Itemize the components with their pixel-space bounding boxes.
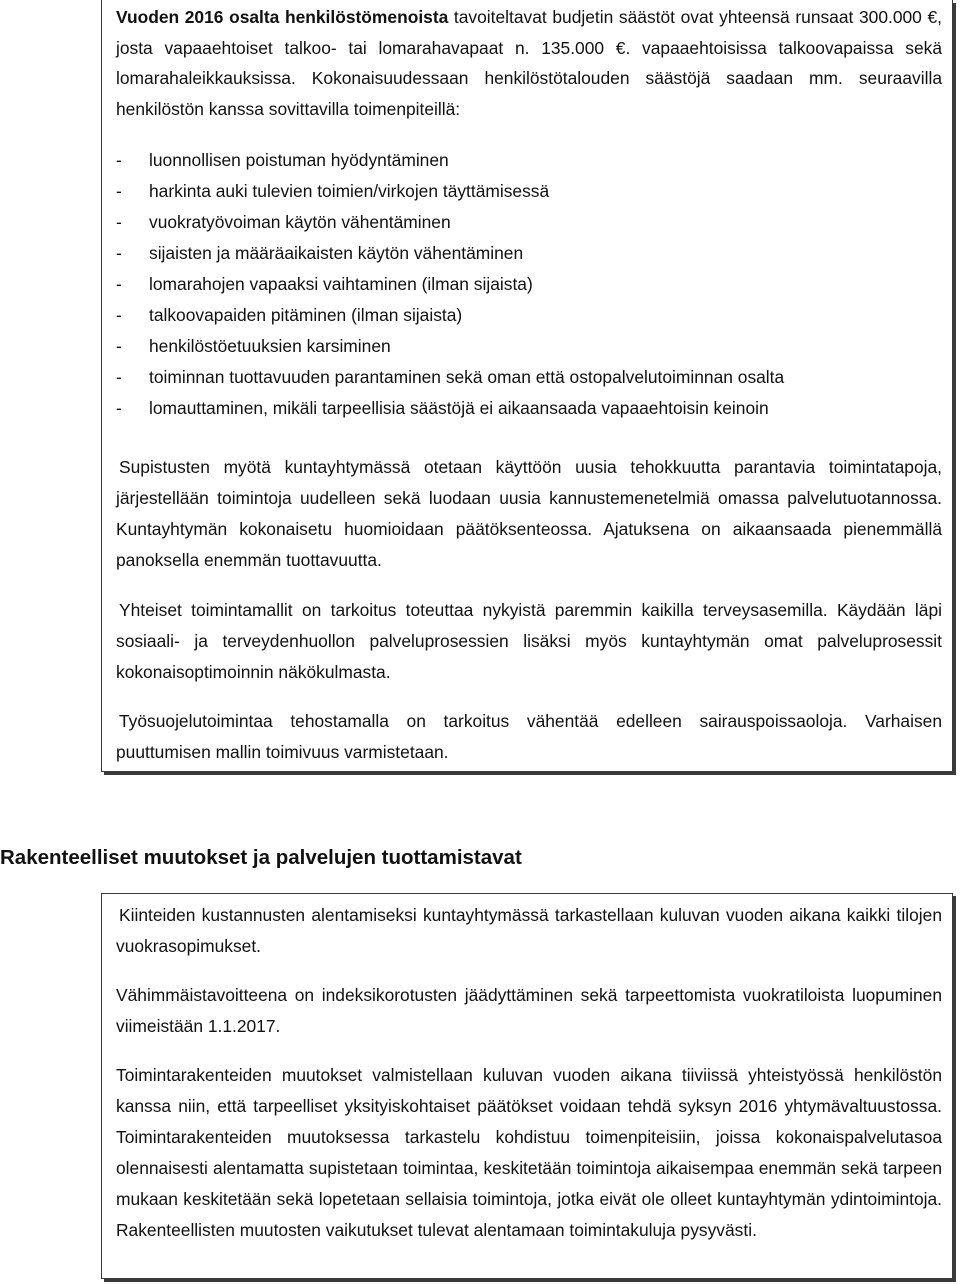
intro-paragraph [116, 2, 942, 124]
list-item: - lomauttaminen, mikäli tarpeellisia säästöjä ei aikaansaada vapaaehtoisin keinoin [116, 393, 942, 424]
minimum-target-paragraph: Vähimmäistavoitteena on indeksikorotusten jäädyttäminen sekä tarpeettomista vuokratiloista luopuminen viimeistään 1.1.2017. [116, 985, 942, 1036]
list-item: - talkoovapaiden pitäminen (ilman sijaista) [116, 300, 942, 331]
intro-bold-text: Vuoden 2016 osalta henkilöstömenoista [116, 7, 449, 27]
list-marker: - [116, 367, 122, 387]
list-item: - harkinta auki tulevien toimien/virkojen täyttämisessä [116, 176, 942, 207]
list-marker: - [116, 305, 122, 325]
list-marker: - [116, 212, 122, 232]
list-item: - toiminnan tuottavuuden parantaminen sekä oman että ostopalvelutoiminnan osalta [116, 362, 942, 393]
fixed-costs-paragraph: Kiinteiden kustannusten alentamiseksi kuntayhtymässä tarkastellaan kuluvan vuoden aikana kaikki tilojen vuokrasopimukset. [116, 905, 942, 956]
intro-text: tavoiteltavat budjetin säästöt ovat yhteensä runsaat 300.000 €, josta vapaaehtoiset talkoo- tai lomarahavapaat n. 135.000 €. vapaaehtoisissa talkoovapaissa sekä lomarahaleikkauksissa. Kokonaisuudessaan henkilöstötalouden säästöjä saadaan mm. seuraavilla henkilöstön kanssa sovittavilla toimenpiteillä: [116, 7, 942, 119]
list-marker: - [116, 181, 122, 201]
list-item: - vuokratyövoiman käytön vähentäminen [116, 207, 942, 238]
common-models-paragraph: Yhteiset toimintamallit on tarkoitus toteuttaa nykyistä paremmin kaikilla terveysasemilla. Käydään läpi sosiaali- ja terveydenhuollon palveluprosessien lisäksi myös kuntayhtymän omat palveluprosessit kokonaisoptimoinnin näkökulmasta. [116, 600, 942, 682]
list-item: - lomarahojen vapaaksi vaihtaminen (ilman sijaista) [116, 269, 942, 300]
list-marker: - [116, 150, 122, 170]
list-marker: - [116, 243, 122, 263]
efficiency-paragraph: Supistusten myötä kuntayhtymässä otetaan käyttöön uusia tehokkuutta parantavia toimintatapoja, järjestellään toimintoja uudelleen sekä luodaan uusia kannustemenetelmiä omassa palvelutuotannossa. Kuntayhtymän kokonaisetu huomioidaan päätöksenteossa. Ajatuksena on aikaansaada pienemmällä panoksella enemmän tuottavuutta. [116, 457, 942, 570]
list-marker: - [116, 274, 122, 294]
section-heading: Rakenteelliset muutokset ja palvelujen tuottamistavat [0, 846, 522, 869]
operational-structure-paragraph: Toimintarakenteiden muutokset valmistellaan kuluvan vuoden aikana tiiviissä yhteistyössä henkilöstön kanssa niin, että tarpeelliset yksityiskohtaiset päätökset voidaan tehdä syksyn 2016 yhtymävaltuustossa. Toimintarakenteiden muutoksessa tarkastelu kohdistuu toimenpiteisiin, joissa kokonaispalvelutasoa olennaisesti alentamatta supistetaan toimintaa, keskitetään toimintoja aikaisempaa enemmän sekä tarpeen mukaan keskitetään sekä lopetetaan sellaisia toimintoja, jotka eivät ole olleet kuntayhtymän ydintoimintoja. Rakenteellisten muutosten vaikutukset tulevat alentamaan toimintakuluja pysyvästi. [116, 1065, 942, 1240]
list-marker: - [116, 336, 122, 356]
list-item: - sijaisten ja määräaikaisten käytön vähentäminen [116, 238, 942, 269]
structural-changes-box [101, 893, 953, 1279]
list-item: - henkilöstöetuuksien karsiminen [116, 331, 942, 362]
measures-list [116, 145, 942, 424]
personnel-savings-box [101, 0, 953, 772]
occupational-safety-paragraph: Työsuojelutoimintaa tehostamalla on tarkoitus vähentää edelleen sairauspoissaoloja. Varhaisen puuttumisen mallin toimivuus varmistetaan. [116, 711, 942, 762]
list-item: - luonnollisen poistuman hyödyntäminen [116, 145, 942, 176]
list-marker: - [116, 398, 122, 418]
